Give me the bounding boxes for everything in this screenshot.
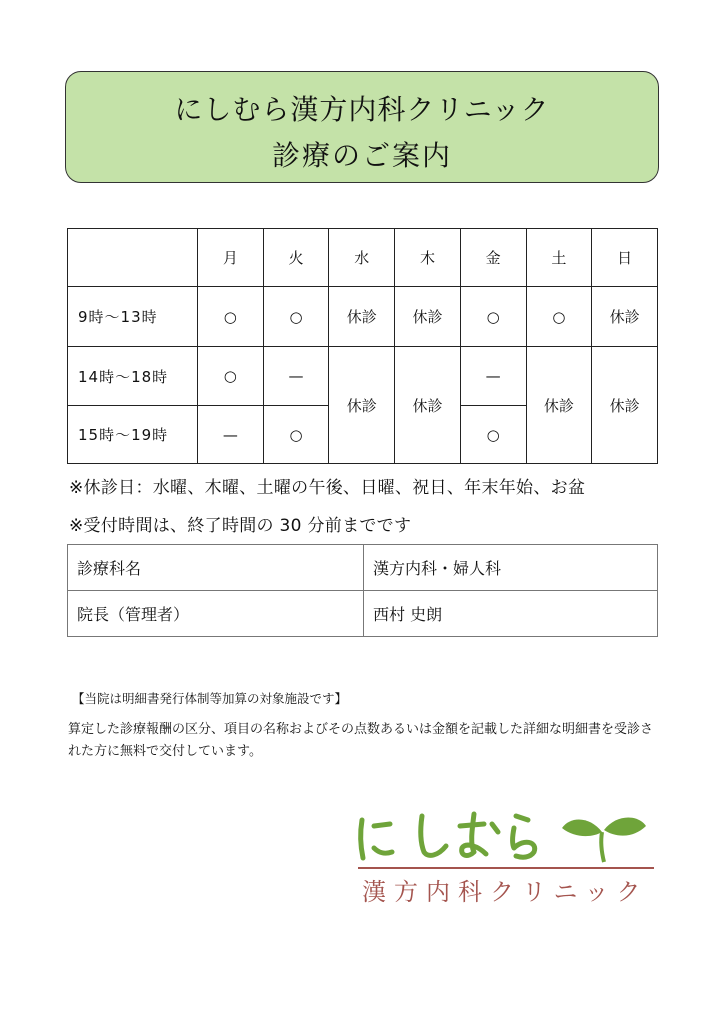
title-banner (65, 71, 659, 183)
cell-open: ○ (198, 347, 264, 406)
day-mon: 月 (198, 229, 264, 287)
day-header-row (68, 229, 658, 287)
day-wed: 水 (329, 229, 395, 287)
slot-label: 9時〜13時 (68, 287, 198, 347)
cell-closed: 休診 (395, 347, 461, 464)
schedule-table (67, 228, 658, 464)
cell-open: ○ (263, 406, 329, 464)
info-row-director (68, 591, 658, 637)
cell-closed: 休診 (592, 347, 658, 464)
day-sat: 土 (526, 229, 592, 287)
cell-none: — (460, 347, 526, 406)
cell-open: ○ (460, 287, 526, 347)
slot-label: 14時〜18時 (68, 347, 198, 406)
department-value: 漢方内科・婦人科 (364, 545, 658, 591)
director-value: 西村 史朗 (364, 591, 658, 637)
day-fri: 金 (460, 229, 526, 287)
slot-row-morning (68, 287, 658, 347)
cell-closed: 休診 (329, 287, 395, 347)
cell-open: ○ (263, 287, 329, 347)
clinic-name: にしむら漢方内科クリニック (174, 93, 550, 126)
info-row-department (68, 545, 658, 591)
cell-open: ○ (460, 406, 526, 464)
notice-body: 算定した診療報酬の区分、項目の名称およびその点数あるいは金額を記載した詳細な明細書を受診された方に無料で交付しています。 (68, 722, 654, 759)
cell-closed: 休診 (329, 347, 395, 464)
cell-open: ○ (198, 287, 264, 347)
page-title: 診療のご案内 (271, 139, 452, 172)
cell-closed: 休診 (526, 347, 592, 464)
slot-row-afternoon-1 (68, 347, 658, 406)
day-sun: 日 (592, 229, 658, 287)
slot-label: 15時〜19時 (68, 406, 198, 464)
cell-closed: 休診 (395, 287, 461, 347)
reception-note: ※受付時間は、終了時間の 30 分前までです (69, 516, 412, 536)
clinic-logo (352, 808, 657, 908)
department-label: 診療科名 (68, 545, 364, 591)
day-tue: 火 (263, 229, 329, 287)
director-label: 院長（管理者） (68, 591, 364, 637)
closed-days-note: ※休診日：水曜、木曜、土曜の午後、日曜、祝日、年末年始、お盆 (69, 478, 586, 498)
notice-heading: 【当院は明細書発行体制等加算の対象施設です】 (72, 691, 348, 706)
logo-subtitle: 漢方内科クリニック (362, 878, 649, 906)
cell-closed: 休診 (592, 287, 658, 347)
day-thu: 木 (395, 229, 461, 287)
corner-cell (68, 229, 198, 287)
clinic-info-table (67, 544, 658, 637)
cell-none: — (263, 347, 329, 406)
cell-none: — (198, 406, 264, 464)
cell-open: ○ (526, 287, 592, 347)
